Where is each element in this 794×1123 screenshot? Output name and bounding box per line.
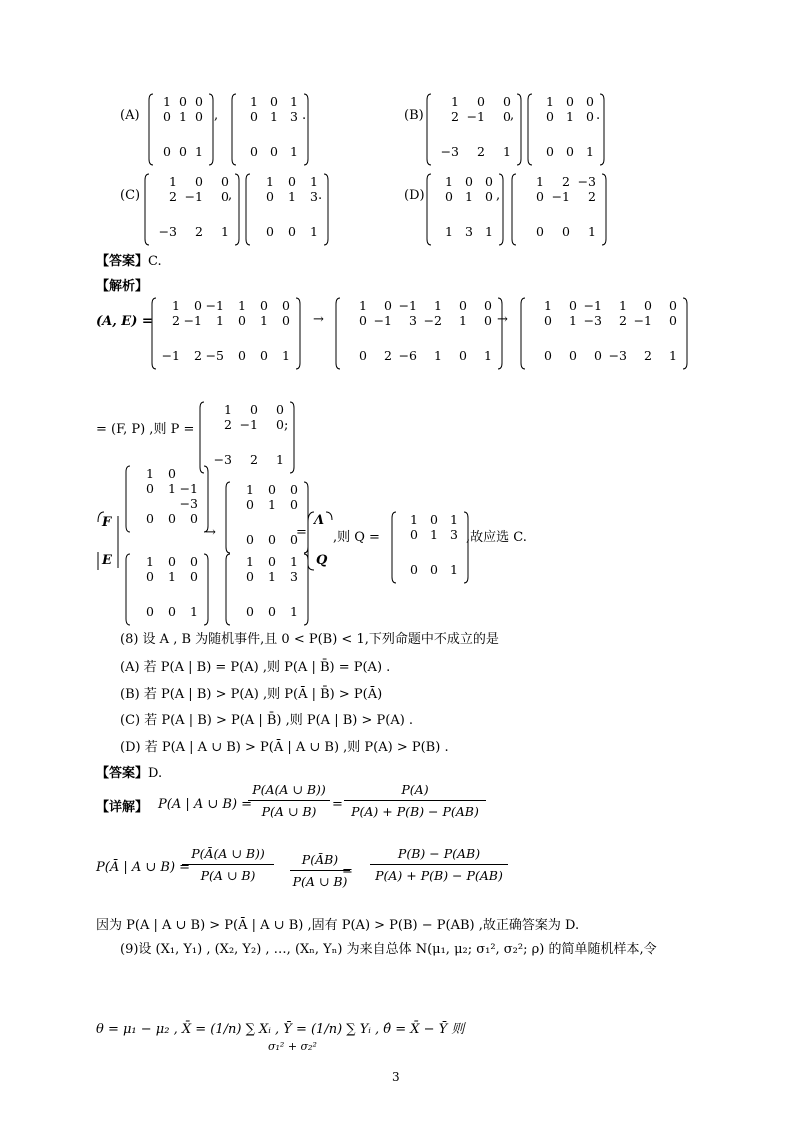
line2-frac-1: P(Ā(A ∪ B)) P(A ∪ B) [182, 846, 274, 883]
q8-because: 因为 P(A | A ∪ B) > P(Ā | A ∪ B) ,固有 P(A) > P(B) − P(AB) ,故正确答案为 D. [96, 918, 580, 933]
matrix-cell: 0 [290, 497, 298, 512]
block-matrix-right-top [224, 480, 310, 557]
option-b-label: (B) [404, 108, 424, 123]
matrix-cell: 1 [669, 348, 677, 363]
line1-eq: = [332, 797, 343, 812]
matrix-cell: −3 [577, 174, 596, 189]
option-a-end: . [302, 108, 307, 123]
fe-f: F [102, 515, 112, 530]
option-d-matrix-2 [510, 172, 608, 249]
line1-frac-2: P(A) P(A) + P(B) − P(AB) [344, 782, 486, 819]
lambda-q-bracket [306, 508, 336, 572]
matrix-cell: 1 [270, 109, 278, 124]
matrix-brackets [224, 552, 310, 629]
augmented-matrix-3 [519, 296, 689, 373]
matrix-cell: 1 [359, 298, 367, 313]
matrix-cell: 0 [168, 466, 176, 481]
matrix-cell: 1 [190, 604, 198, 619]
matrix-cell: 0 [190, 511, 198, 526]
matrix-cell: 0 [168, 604, 176, 619]
option-c-matrix-2 [244, 172, 330, 249]
matrix-cell: 0 [250, 144, 258, 159]
line1-frac-1: P(A(A ∪ B)) P(A ∪ B) [248, 782, 330, 819]
lambda-symbol: Λ [314, 513, 325, 528]
matrix-cell: 0 [566, 144, 574, 159]
matrix-brackets [143, 172, 241, 249]
matrix-cell: 0 [430, 562, 438, 577]
option-c-label: (C) [120, 188, 141, 203]
matrix-cell: −1 [161, 348, 180, 363]
matrix-cell: 1 [250, 94, 258, 109]
matrix-cell: 1 [310, 224, 318, 239]
matrix-cell: 1 [238, 298, 246, 313]
matrix-cell: 0 [195, 174, 203, 189]
matrix-cell: 1 [536, 174, 544, 189]
matrix-cell: 2 [224, 417, 232, 432]
matrix-cell: 2 [451, 109, 459, 124]
matrix-cell: 0 [569, 298, 577, 313]
matrix-cell: 1 [288, 189, 296, 204]
matrix-cell: 1 [434, 348, 442, 363]
matrix-brackets [510, 172, 608, 249]
line1-left: P(A | A ∪ B) = [158, 797, 253, 812]
matrix-cell: 1 [282, 348, 290, 363]
matrix-cell: 0 [288, 174, 296, 189]
matrix-cell: 2 [588, 189, 596, 204]
matrix-cell: 0 [430, 512, 438, 527]
matrix-cell: 0 [384, 298, 392, 313]
matrix-cell: −1 [398, 298, 417, 313]
q8-option-d: (D) 若 P(A | A ∪ B) > P(Ā | A ∪ B) ,则 P(A) > P(B) . [120, 740, 449, 755]
option-b-sep: , [510, 108, 515, 123]
matrix-cell: 1 [168, 481, 176, 496]
matrix-cell: 3 [465, 224, 473, 239]
matrix-cell: 0 [146, 511, 154, 526]
matrix-cell: 0 [146, 481, 154, 496]
matrix-cell: 0 [459, 348, 467, 363]
matrix-cell: 1 [546, 94, 554, 109]
matrix-brackets [526, 92, 606, 169]
matrix-cell: −1 [466, 109, 485, 124]
matrix-cell: −3 [158, 224, 177, 239]
matrix-cell: 1 [588, 224, 596, 239]
matrix-cell: 0 [270, 94, 278, 109]
matrix-cell: 0 [569, 348, 577, 363]
matrix-cell: −6 [398, 348, 417, 363]
matrix-cell: 1 [434, 298, 442, 313]
matrix-cell: 0 [276, 417, 284, 432]
answer-heading: 【答案】 [96, 254, 149, 269]
matrix-cell: 0 [282, 298, 290, 313]
matrix-brackets [230, 92, 310, 169]
matrix-cell: 0 [268, 604, 276, 619]
matrix-cell: 0 [359, 348, 367, 363]
matrix-cell: 0 [163, 144, 171, 159]
matrix-cell: 0 [644, 298, 652, 313]
q9-stem: (9)设 (X₁, Y₁) , (X₂, Y₂) , …, (Xₙ, Yₙ) 为来自总体 N(μ₁, μ₂; σ₁², σ₂²; ρ) 的简单随机样本,令 [120, 942, 657, 957]
matrix-cell: 0 [282, 313, 290, 328]
matrix-cell: 0 [190, 554, 198, 569]
matrix-cell: 0 [669, 313, 677, 328]
fp-text: = (F, P) ,则 P = [96, 422, 195, 437]
matrix-cell: 0 [246, 532, 254, 547]
matrix-cell: 0 [290, 532, 298, 547]
matrix-cell: −3 [608, 348, 627, 363]
block-matrix-left-top [124, 464, 210, 536]
p-matrix [198, 400, 296, 477]
matrix-cell: −1 [551, 189, 570, 204]
matrix-cell: 0 [477, 94, 485, 109]
matrix-cell: 0 [190, 569, 198, 584]
option-c-matrix-1 [143, 172, 241, 249]
matrix-cell: 1 [290, 94, 298, 109]
q9-sigma-sum: σ₁² + σ₂² [268, 1040, 317, 1053]
line2-left: P(Ā | A ∪ B) = [96, 860, 191, 875]
matrix-cell: 0 [485, 174, 493, 189]
matrix-brackets [334, 296, 504, 373]
option-a-label: (A) [120, 108, 140, 123]
matrix-cell: 2 [250, 452, 258, 467]
matrix-brackets [124, 552, 210, 629]
matrix-cell: 1 [451, 94, 459, 109]
matrix-cell: 0 [546, 109, 554, 124]
matrix-cell: 0 [179, 144, 187, 159]
matrix-cell: 0 [485, 189, 493, 204]
matrix-cell: 0 [266, 189, 274, 204]
matrix-cell: 1 [410, 512, 418, 527]
matrix-cell: 0 [669, 298, 677, 313]
matrix-cell: 0 [536, 189, 544, 204]
option-a-matrix-1 [147, 92, 215, 169]
matrix-cell: 1 [450, 562, 458, 577]
matrix-cell: 0 [546, 144, 554, 159]
q8-option-b: (B) 若 P(A | B) > P(A) ,则 P(Ā | B̄) > P(Ā) [120, 687, 383, 702]
matrix-cell: 1 [445, 224, 453, 239]
matrix-cell: 0 [459, 298, 467, 313]
line2-frac-b: P(ĀB) P(A ∪ B) [290, 852, 350, 889]
q-matrix [390, 510, 470, 587]
matrix-cell: 0 [270, 144, 278, 159]
matrix-cell: −5 [205, 348, 224, 363]
matrix-cell: 0 [195, 94, 203, 109]
q8-option-a: (A) 若 P(A | B) = P(A) ,则 P(A | B̄) = P(A) . [120, 660, 391, 675]
q9-definition: θ = μ₁ − μ₂ , X̄ = (1/n) ∑ Xᵢ , Ȳ = (1/n) ∑ Yᵢ , θ̂ = X̄ − Ȳ 则 [96, 1022, 465, 1037]
matrix-cell: 1 [459, 313, 467, 328]
matrix-brackets [124, 464, 210, 536]
matrix-brackets [425, 172, 505, 249]
q-end: ,故应选 C. [466, 530, 527, 545]
matrix-cell: 1 [485, 224, 493, 239]
matrix-cell: 1 [290, 604, 298, 619]
option-b-end: . [596, 108, 601, 123]
p-end: ; [284, 418, 289, 433]
q8-stem: (8) 设 A , B 为随机事件,且 0 < P(B) < 1,下列命题中不成立的是 [120, 632, 499, 647]
q8-answer-value: D. [148, 766, 163, 781]
matrix-cell: 0 [268, 532, 276, 547]
matrix-cell: −1 [179, 481, 198, 496]
matrix-cell: 3 [310, 189, 318, 204]
matrix-cell: 0 [410, 527, 418, 542]
matrix-cell: 2 [384, 348, 392, 363]
arrow-2: → [497, 312, 508, 327]
matrix-cell: 2 [194, 348, 202, 363]
matrix-cell: 0 [195, 109, 203, 124]
matrix-brackets [150, 296, 302, 373]
matrix-cell: 1 [260, 313, 268, 328]
matrix-cell: 2 [644, 348, 652, 363]
matrix-cell: 1 [179, 109, 187, 124]
matrix-cell: 0 [260, 298, 268, 313]
matrix-cell: 3 [409, 313, 417, 328]
matrix-cell: 1 [266, 174, 274, 189]
matrix-cell: 1 [268, 497, 276, 512]
matrix-cell: −3 [179, 496, 198, 511]
matrix-cell: 0 [586, 94, 594, 109]
matrix-cell: 0 [268, 554, 276, 569]
option-c-sep: , [228, 188, 233, 203]
matrix-cell: −1 [583, 298, 602, 313]
matrix-cell: −1 [183, 313, 202, 328]
matrix-brackets [244, 172, 330, 249]
matrix-cell: 3 [290, 569, 298, 584]
arrow-1: → [313, 312, 324, 327]
matrix-cell: −3 [583, 313, 602, 328]
option-c-end: . [318, 188, 323, 203]
matrix-cell: 0 [266, 224, 274, 239]
matrix-cell: 0 [594, 348, 602, 363]
option-d-label: (D) [404, 188, 425, 203]
q8-answer-heading: 【答案】 [96, 766, 149, 781]
matrix-cell: 0 [288, 224, 296, 239]
matrix-cell: 0 [536, 224, 544, 239]
matrix-brackets [519, 296, 689, 373]
matrix-cell: 1 [450, 512, 458, 527]
matrix-cell: 1 [569, 313, 577, 328]
matrix-cell: 0 [503, 109, 511, 124]
augmented-matrix-2 [334, 296, 504, 373]
matrix-cell: 0 [586, 109, 594, 124]
matrix-cell: 0 [250, 109, 258, 124]
matrix-cell: 1 [246, 482, 254, 497]
matrix-cell: 1 [195, 144, 203, 159]
matrix-brackets [425, 92, 523, 169]
matrix-cell: 0 [168, 511, 176, 526]
matrix-cell: 0 [410, 562, 418, 577]
answer-value: C. [148, 254, 162, 269]
matrix-cell: 1 [484, 348, 492, 363]
option-a-sep: , [214, 108, 219, 123]
matrix-cell: 1 [246, 554, 254, 569]
matrix-cell: 1 [290, 144, 298, 159]
matrix-cell: 0 [465, 174, 473, 189]
matrix-cell: 1 [566, 109, 574, 124]
matrix-brackets [198, 400, 296, 477]
matrix-cell: 0 [168, 554, 176, 569]
matrix-cell: −1 [373, 313, 392, 328]
matrix-cell: 1 [224, 402, 232, 417]
option-b-matrix-1 [425, 92, 523, 169]
matrix-cell: 2 [172, 313, 180, 328]
matrix-cell: 2 [562, 174, 570, 189]
matrix-cell: 0 [359, 313, 367, 328]
page-number: 3 [392, 1070, 400, 1084]
matrix-cell: 1 [172, 298, 180, 313]
matrix-cell: 0 [238, 348, 246, 363]
matrix-cell: 3 [450, 527, 458, 542]
matrix-cell: 1 [586, 144, 594, 159]
matrix-cell: 0 [163, 109, 171, 124]
matrix-cell: 0 [179, 94, 187, 109]
q-symbol: Q [316, 553, 328, 568]
matrix-cell: 0 [260, 348, 268, 363]
matrix-cell: 0 [221, 174, 229, 189]
matrix-cell: −1 [184, 189, 203, 204]
matrix-cell: 1 [169, 174, 177, 189]
matrix-cell: 1 [268, 569, 276, 584]
matrix-cell: 2 [619, 313, 627, 328]
detail-heading: 【详解】 [96, 800, 149, 815]
matrix-cell: 0 [484, 313, 492, 328]
matrix-cell: 0 [221, 189, 229, 204]
analysis-heading: 【解析】 [96, 279, 149, 294]
matrix-cell: −2 [423, 313, 442, 328]
block-matrix-left-bottom [124, 552, 210, 629]
matrix-cell: 1 [430, 527, 438, 542]
matrix-cell: 1 [216, 313, 224, 328]
line2-eq: = [342, 864, 353, 879]
matrix-cell: 0 [276, 402, 284, 417]
matrix-cell: 1 [544, 298, 552, 313]
matrix-cell: 1 [290, 554, 298, 569]
matrix-cell: 1 [445, 174, 453, 189]
matrix-cell: 0 [566, 94, 574, 109]
matrix-cell: 0 [146, 569, 154, 584]
matrix-cell: 0 [445, 189, 453, 204]
matrix-cell: 0 [544, 348, 552, 363]
matrix-cell: 1 [146, 466, 154, 481]
matrix-brackets [390, 510, 470, 587]
matrix-cell: −3 [440, 144, 459, 159]
matrix-cell: 1 [146, 554, 154, 569]
augmented-matrix-1 [150, 296, 302, 373]
matrix-cell: 1 [163, 94, 171, 109]
matrix-cell: 1 [310, 174, 318, 189]
arrow-3: → [205, 525, 216, 540]
ae-label: (A, E) = [96, 314, 153, 329]
matrix-cell: 1 [465, 189, 473, 204]
matrix-cell: −1 [239, 417, 258, 432]
option-b-matrix-2 [526, 92, 606, 169]
matrix-cell: 3 [290, 109, 298, 124]
matrix-cell: 0 [484, 298, 492, 313]
matrix-cell: 1 [503, 144, 511, 159]
matrix-cell: 2 [169, 189, 177, 204]
matrix-cell: 1 [276, 452, 284, 467]
matrix-cell: −1 [633, 313, 652, 328]
equals: = [296, 525, 307, 540]
matrix-brackets [224, 480, 310, 557]
option-d-sep: , [496, 188, 501, 203]
q-text: ,则 Q = [333, 530, 380, 545]
matrix-cell: 0 [562, 224, 570, 239]
matrix-cell: 0 [503, 94, 511, 109]
block-matrix-right-bottom [224, 552, 310, 629]
matrix-cell: 0 [544, 313, 552, 328]
matrix-cell: −3 [213, 452, 232, 467]
matrix-cell: 1 [168, 569, 176, 584]
matrix-cell: 0 [290, 482, 298, 497]
q8-option-c: (C) 若 P(A | B) > P(A | B̄) ,则 P(A | B) > P(A) . [120, 713, 414, 728]
matrix-cell: 1 [619, 298, 627, 313]
matrix-cell: 0 [250, 402, 258, 417]
option-d-matrix-1 [425, 172, 505, 249]
matrix-cell: 0 [246, 569, 254, 584]
matrix-cell: −1 [205, 298, 224, 313]
matrix-cell: 0 [238, 313, 246, 328]
matrix-brackets [147, 92, 215, 169]
matrix-cell: 2 [195, 224, 203, 239]
matrix-cell: 0 [146, 604, 154, 619]
matrix-cell: 0 [246, 604, 254, 619]
line2-frac-2: P(B) − P(AB) P(A) + P(B) − P(AB) [370, 846, 508, 883]
fe-e: E [102, 553, 112, 568]
matrix-cell: 2 [477, 144, 485, 159]
fe-brackets [96, 508, 126, 572]
matrix-cell: 0 [268, 482, 276, 497]
matrix-cell: 1 [221, 224, 229, 239]
option-a-matrix-2 [230, 92, 310, 169]
matrix-cell: 0 [194, 298, 202, 313]
matrix-cell: 0 [246, 497, 254, 512]
